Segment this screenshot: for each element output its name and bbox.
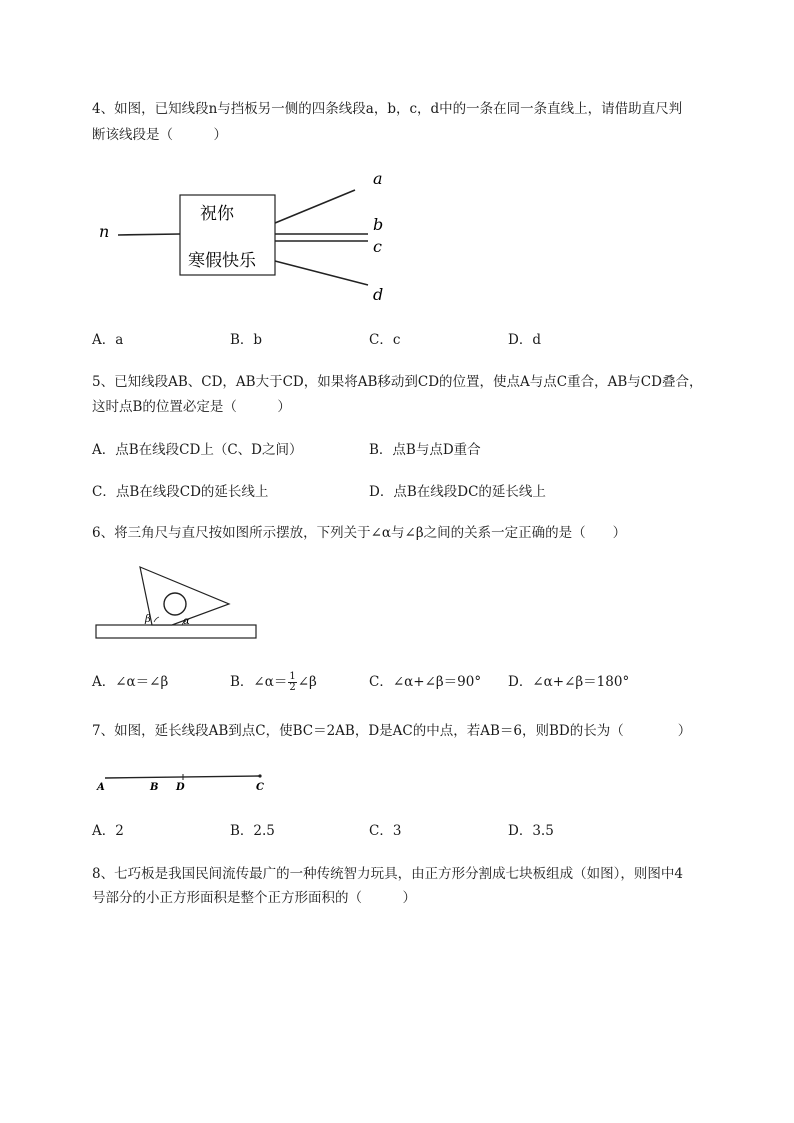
label-d: d: [373, 285, 384, 304]
q6-option-b-suffix: ∠β: [297, 674, 317, 690]
label-D: D: [176, 782, 185, 793]
label-n: n: [99, 222, 110, 241]
label-b: b: [373, 215, 384, 234]
q4-figure: [92, 165, 412, 310]
label-alpha: α: [183, 616, 190, 627]
q4-option-c[interactable]: C．c: [369, 332, 401, 348]
q5-option-d[interactable]: D．点B在线段DC的延长线上: [369, 484, 546, 500]
q7-option-a[interactable]: A．2: [92, 823, 124, 839]
q4-option-b[interactable]: B．b: [230, 332, 263, 348]
q7-figure: [92, 768, 277, 798]
label-beta: β: [145, 614, 151, 625]
q6-option-c[interactable]: C．∠α+∠β＝90°: [369, 674, 482, 690]
q5-stem-line2: 这时点B的位置必定是（ ）: [92, 399, 291, 415]
q8-stem-line2: 号部分的小正方形面积是整个正方形面积的（ ）: [92, 890, 416, 906]
q7-option-d[interactable]: D．3.5: [508, 823, 554, 839]
board-text-1: 祝你: [200, 204, 234, 224]
q6-option-b-fraction: [288, 672, 296, 693]
segment-d: [275, 261, 368, 285]
label-C: C: [256, 782, 264, 793]
q6-stem-line1: 6、将三角尺与直尺按如图所示摆放，下列关于∠α与∠β之间的关系一定正确的是（ ）: [92, 525, 627, 541]
q6-option-d[interactable]: D．∠α+∠β＝180°: [508, 674, 630, 690]
q4-option-a[interactable]: A．a: [92, 332, 124, 348]
q4-stem-line1: 4、如图，已知线段n与挡板另一侧的四条线段a，b，c，d中的一条在同一条直线上，请借助直尺判: [92, 101, 683, 117]
q5-stem-line1: 5、已知线段AB、CD，AB大于CD，如果将AB移动到CD的位置，使点A与点C重合，AB与CD叠合，: [92, 374, 703, 390]
q7-option-b[interactable]: B．2.5: [230, 823, 275, 839]
triangle-hole: [164, 593, 186, 615]
fraction-denominator: 2: [289, 682, 296, 693]
q5-option-c[interactable]: C．点B在线段CD的延长线上: [92, 484, 269, 500]
q7-option-c[interactable]: C．3: [369, 823, 402, 839]
label-a: a: [373, 169, 383, 188]
ruler: [96, 625, 256, 638]
q6-figure: [92, 564, 262, 644]
q4-stem-line2: 断该线段是（ ）: [92, 127, 227, 143]
fraction-numerator: 1: [289, 671, 296, 682]
q6-option-b[interactable]: [230, 672, 317, 693]
board-text-2: 寒假快乐: [188, 251, 256, 271]
q8-stem-line1: 8、七巧板是我国民间流传最广的一种传统智力玩具，由正方形分割成七块板组成（如图），则图中4: [92, 866, 683, 882]
q6-option-a[interactable]: A．∠α＝∠β: [92, 674, 169, 690]
q7-stem-line1: 7、如图，延长线段AB到点C，使BC＝2AB，D是AC的中点，若AB＝6，则BD的长为（ ）: [92, 723, 692, 739]
label-B: B: [150, 782, 159, 793]
point-c: [258, 774, 261, 777]
q5-option-b[interactable]: B．点B与点D重合: [369, 442, 481, 458]
segment-a: [275, 190, 355, 223]
segment-n: [118, 234, 180, 235]
q4-option-d[interactable]: D．d: [508, 332, 541, 348]
q6-option-b-prefix: B．∠α＝: [230, 674, 288, 690]
label-A: A: [97, 782, 105, 793]
q5-option-a[interactable]: A．点B在线段CD上（C、D之间）: [92, 442, 303, 458]
label-c: c: [373, 237, 382, 256]
